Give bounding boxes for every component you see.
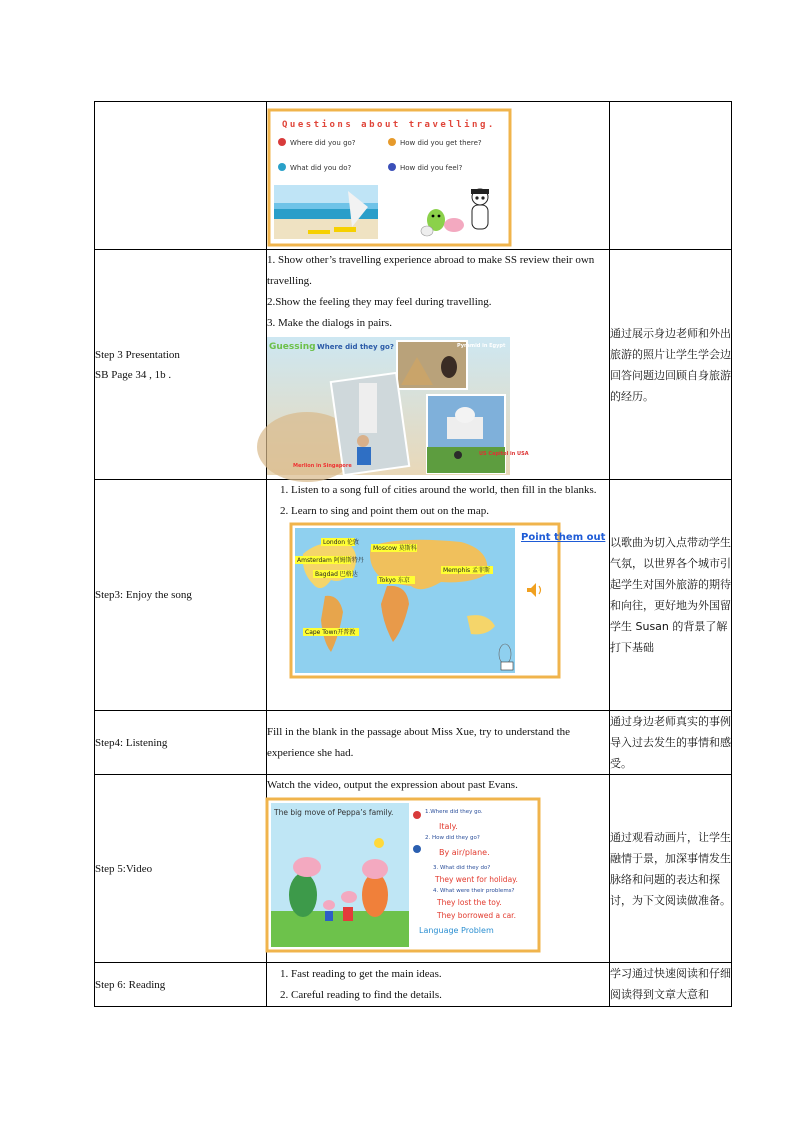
activity-cell (267, 775, 610, 963)
peppa-title: The big move of Peppa’s family. (274, 808, 394, 817)
guessing-question: Where did they go? (317, 343, 394, 351)
city-memphis: Memphis 孟菲斯 (443, 567, 491, 574)
question-3: What did you do? (290, 164, 352, 172)
caption-merlion: Merlion in Singapore (293, 463, 352, 469)
step-cell (95, 102, 267, 250)
row-listening (95, 711, 732, 775)
song-step-1: 1. Listen to a song full of cities around the world, then fill in the blanks. (291, 480, 609, 501)
peppa-a3: They went for holiday. (435, 875, 518, 884)
note-cell: 通过身边老师真实的事例导入过去发生的事情和感受。 (610, 711, 732, 775)
activity-line-2: 2.Show the feeling they may feel during travelling. (267, 296, 492, 308)
capitol-photo (427, 395, 529, 473)
activity-line-3: 3. Make the dialogs in pairs. (267, 317, 392, 329)
step-cell: Step3: Enjoy the song (95, 480, 267, 711)
peppa-q4: 4. What were their problems? (433, 888, 515, 894)
video-instruction: Watch the video, output the expression about past Evans. (267, 779, 518, 791)
step-page: SB Page 34 , 1b . (95, 368, 172, 381)
point-them-out-label: Point them out (521, 532, 606, 543)
note-cell (610, 102, 732, 250)
peppa-a4b: They borrowed a car. (437, 911, 516, 920)
peppa-q2: 2. How did they go? (425, 835, 480, 841)
question-2: How did you get there? (400, 139, 482, 147)
row-song (95, 480, 732, 711)
reading-step-2: 2. Careful reading to find the details. (291, 985, 609, 1006)
note-cell: 学习通过快速阅读和仔细阅读得到文章大意和 (610, 963, 732, 1007)
reading-steps (267, 964, 609, 1006)
city-london: London 伦敦 (323, 539, 359, 546)
song-steps (267, 480, 609, 522)
world-map-slide (291, 524, 606, 677)
peppa-a4a: They lost the toy. (437, 898, 502, 907)
row-reading (95, 963, 732, 1007)
row-questions (95, 102, 732, 250)
step-cell: Step4: Listening (95, 711, 267, 775)
step-cell: Step 6: Reading (95, 963, 267, 1007)
row-presentation (95, 250, 732, 480)
location-pin-icon-2 (413, 845, 421, 853)
location-pin-icon (388, 138, 396, 146)
note-cell: 通过展示身边老师和外出旅游的照片让学生学会边回答问题边回顾自身旅游的经历。 (610, 250, 732, 480)
activity-cell: Fill in the blank in the passage about Miss Xue, try to understand the experience she had. (267, 711, 610, 775)
travel-photos-slide (267, 337, 529, 475)
activity-line-1: 1. Show other’s travelling experience abroad to make SS review their own travelling. (267, 254, 595, 287)
location-pin-icon (413, 811, 421, 819)
peppa-slide (267, 799, 539, 951)
questions-slide (268, 109, 511, 246)
city-amsterdam: Amsterdam 阿姆斯特丹 (297, 557, 364, 564)
location-pin-icon (388, 163, 396, 171)
step-cell: Step 5:Video (95, 775, 267, 963)
question-1: Where did you go? (290, 139, 356, 147)
slide-title: Questions about travelling. (282, 120, 496, 130)
city-cape-town: Cape Town开普敦 (305, 629, 356, 636)
sun-icon (374, 838, 384, 848)
peppa-a1: Italy. (439, 822, 458, 831)
step-cell (95, 250, 267, 480)
city-moscow: Moscow 莫斯科 (373, 545, 417, 552)
peppa-footer: Language Problem (419, 926, 494, 935)
city-tokyo: Tokyo 东京 (379, 577, 410, 584)
reading-step-1: 1. Fast reading to get the main ideas. (291, 964, 609, 985)
note-cell: 以歌曲为切入点带动学生气氛，以世界各个城市引起学生对国外旅游的期待和向往，更好地为外国留学生 Susan 的背景了解打下基础 (610, 480, 732, 711)
peppa-a2: By air/plane. (439, 848, 490, 857)
step-title: Step 3 Presentation (95, 348, 180, 361)
location-pin-icon (278, 163, 286, 171)
lesson-plan-table (94, 101, 732, 1007)
peppa-q1: 1.Where did they go. (425, 809, 483, 815)
activity-cell (267, 250, 610, 480)
question-4: How did you feel? (400, 164, 463, 172)
peppa-q3: 3. What did they do? (433, 865, 491, 871)
note-cell: 通过观看动画片，让学生融情于景，加深事情发生脉络和问题的表达和探讨，为下文阅读做准备。 (610, 775, 732, 963)
caption-pyramid: Pyramid in Egypt (457, 343, 506, 349)
location-pin-icon (278, 138, 286, 146)
guessing-label: Guessing (269, 342, 316, 352)
activity-cell (267, 963, 610, 1007)
activity-cell (267, 102, 610, 250)
caption-capitol: US Capitol in USA (479, 451, 529, 457)
beach-photo (274, 185, 378, 239)
city-bagdad: Bagdad 巴格达 (315, 571, 358, 578)
row-video (95, 775, 732, 963)
song-step-2: 2. Learn to sing and point them out on the map. (291, 501, 609, 522)
activity-cell (267, 480, 610, 711)
